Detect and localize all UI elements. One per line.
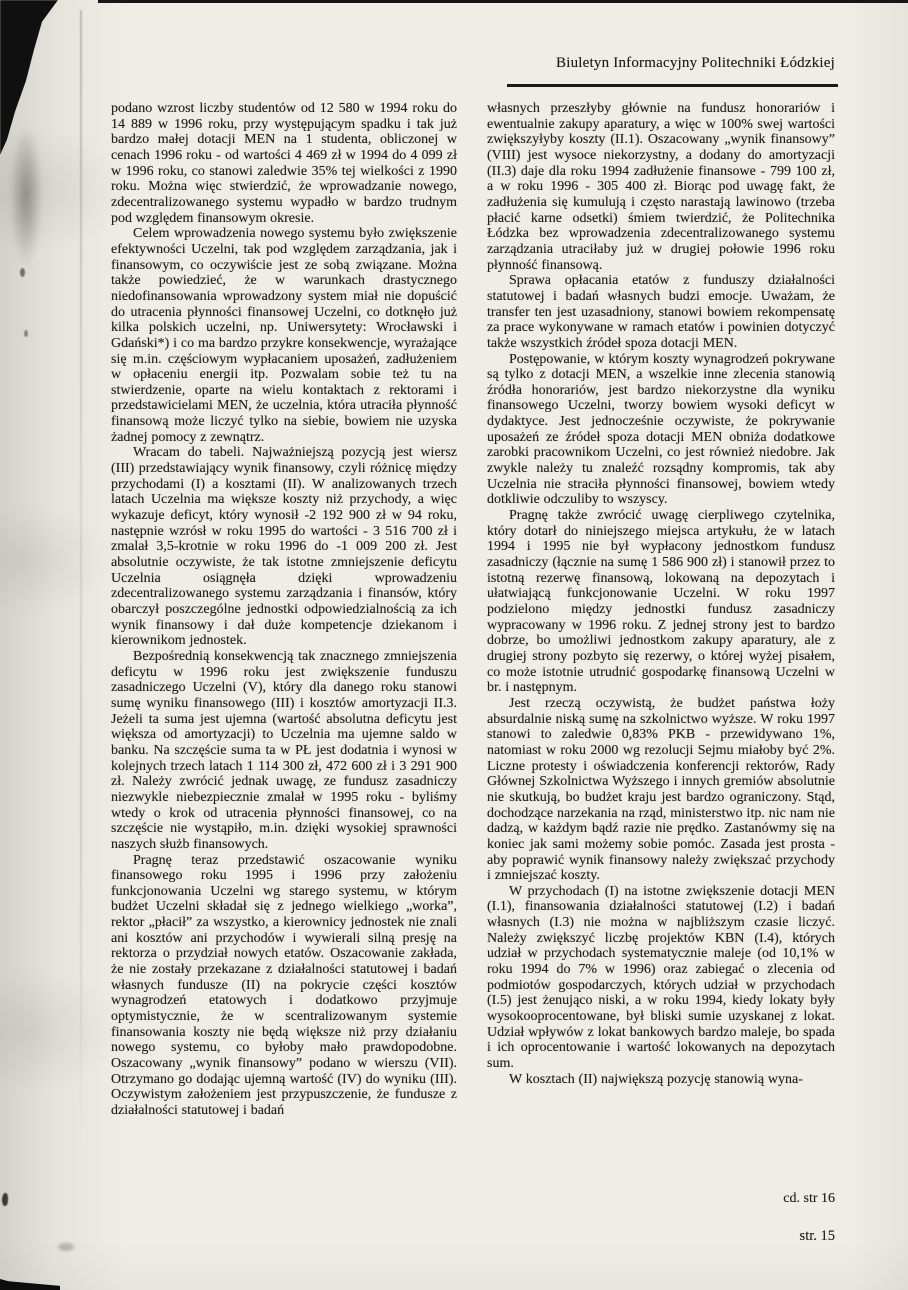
page-number: str. 15 — [799, 1228, 835, 1244]
left-column — [111, 101, 457, 1119]
scan-speck — [24, 330, 28, 337]
scan-speck — [2, 1193, 8, 1206]
continuation-note: cd. str 16 — [783, 1191, 835, 1206]
scan-top-edge-line — [98, 0, 908, 3]
header-rule — [507, 84, 838, 87]
scan-bottom-corner-mark — [0, 1279, 60, 1290]
paragraph: Wracam do tabeli. Najważniejszą pozycją jest wiersz (III) przedstawiający wynik finansowy, czyli różnicę między przychodami (I) a kosztami (II). W analizowanych trzech latach Uczelnia ma większe koszty niż przychody, a więc wykazuje deficyt, który wynosił -2 192 900 zł w 94 roku, następnie wzrósł w roku 1995 do wartości - 3 516 700 zł i zmalał 3,5-krotnie w roku 1996 do -1 009 200 zł. Jest absolutnie oczywiste, że tak istotne zmniejszenie deficytu Uczelnia osiągnęła dzięki wprowadzeniu zdecentralizowanego systemu zarządzania i finansów, który obarczył poszczególne jednostki odpowiedzialnością za ich wynik finansowy i dał duże kompetencje dziekanom i kierownikom jednostek. — [111, 445, 457, 649]
paragraph: W przychodach (I) na istotne zwiększenie dotacji MEN (I.1), finansowania działalności statutowej (I.2) i badań własnych (I.3) nie można w najbliższym czasie liczyć. Należy zwiększyć liczbę projektów KBN (I.4), których udział w przychodach systematycznie maleje (od 10,1% w roku 1994 do 7% w 1996) oraz zabiegać o zlecenia od podmiotów gospodarczych, których udział w przychodach (I.5) jest żenująco niski, a w roku 1994, kiedy lokaty były wysokooprocentowane, był bliski sumie uzyskanej z lokat. Udział wpływów z lokat bankowych bardzo maleje, bo spada i ich oprocentowanie i wartość lokowanych na depozytach sum. — [487, 883, 835, 1072]
paragraph: W kosztach (II) największą pozycję stanowią wyna- — [509, 1071, 803, 1087]
paragraph: Pragnę teraz przedstawić oszacowanie wyniku finansowego roku 1995 i 1996 przy założeniu funkcjonowania Uczelni wg starego systemu, w którym budżet Uczelni składał się z jednego wielkiego „worka”, rektor „płacił” za wszystko, a kierownicy jednostek nie znali ani kosztów ani przychodów i wywierali silną presję na rektorza o przydział nowych etatów. Oszacowanie zakłada, że nie zostały przekazane z działalności statutowej i badań własnych fundusze (II) na pokrycie części kosztów wynagrodzeń etatowych i dodatkowo przyjmuje optymistycznie, że w scentralizowanym systemie finansowania koszty nie będą większe niż przy działaniu nowego systemu, co byłoby mało prawdopodobne. Oszacowany „wynik finansowy” podano w wierszu (VII). Otrzymano go dodając ujemną wartość (IV) do wyniku (III). Oczywistym założeniem jest przypuszczenie, że fundusze z działalności statutowej i badań — [111, 852, 457, 1118]
paragraph: Pragnę także zwrócić uwagę cierpliwego czytelnika, który dotarł do niniejszego miejsca artykułu, że w latach 1994 i 1995 nie był wypłacony jednostkom fundusz zasadniczy (łącznie na sumę 1 586 900 zł) i stanowił przez to istotną rezerwę finansową, lokowaną na depozytach i ułatwiającą funkcjonowanie Uczelni. W roku 1997 podzielono między jednostki fundusz zasadniczy wypracowany w 1996 roku. Z jednej strony jest to bardzo dobrze, bo umożliwi jednostkom zakupy aparatury, ale z drugiej strony pozbyto się rezerwy, o której wyżej pisałem, co może istotnie utrudnić gospodarkę finansową Uczelni w br. i następnym. — [487, 508, 835, 696]
bulletin-title: Biuletyn Informacyjny Politechniki Łódzkiej — [556, 55, 835, 71]
paragraph: Sprawa opłacania etatów z funduszy działalności statutowej i badań własnych budzi emocje. Uważam, że transfer ten jest uzasadniony, stanowi bowiem rekompensatę za prace wykonywane w ramach etatów i powinien dotyczyć także wszystkich źródeł spoza dotacji MEN. — [487, 273, 835, 351]
scan-speck — [58, 1243, 74, 1251]
paper-crease — [80, 10, 82, 1150]
paragraph: Celem wprowadzenia nowego systemu było zwiększenie efektywności Uczelni, tak pod względem zarządzania, jak i finansowym, co oczywiście jest ze sobą związane. Można także powiedzieć, że w warunkach drastycznego niedofinansowania wprowadzony system miał nie dopuścić do utracenia płynności finansowej Uczelni, co dotknęło już kilka polskich uczelni, np. Uniwersytety: Wrocławski i Gdański*) i co ma bardzo przykre konsekwencje, wyrażające się m.in. częściowym wypłacaniem uposażeń, zadłużeniem w opłaceniu energii itp. Pozwalam sobie też tu na stwierdzenie, oparte na wielu kontaktach z rektorami i przedstawicielami MEN, że uczelnia, która utraciła płynność finansową może liczyć tylko na siebie, bowiem nie uzyska żadnej pomocy z zewnątrz. — [111, 226, 457, 445]
paragraph: Jest rzeczą oczywistą, że budżet państwa łoży absurdalnie niską sumę na szkolnictwo wyższe. W roku 1997 stanowi to zaledwie 0,83% PKB - przewidywano 1%, natomiast w roku 2000 wg rezolucji Sejmu miałoby być 2%. Liczne protesty i oświadczenia konferencji rektorów, Rady Głównej Szkolnictwa Wyższego i innych gremiów absolutnie nie skutkują, bo budżet kraju jest bardzo ograniczony. Stąd, dochodzące narzekania na rząd, ministerstwo itp. nic nam nie dadzą, w każdym bądź razie nie prędko. Zastanówmy się na koniec jak sami możemy sobie pomóc. Zasada jest prosta - aby poprawić wynik finansowy należy zwiększać przychody i zmniejszać koszty. — [487, 695, 835, 884]
right-column — [487, 101, 835, 1087]
scan-corner-smudge — [4, 120, 48, 310]
paragraph: podano wzrost liczby studentów od 12 580 w 1994 roku do 14 889 w 1996 roku, przy występującym spadku i tak już bardzo małej dotacji MEN na 1 studenta, obliczonej w cenach 1996 roku - od wartości 4 469 zł w 1994 do 4 099 zł w 1996 roku, co stanowi zaledwie 35% tej wielkości z 1990 roku. Można więc stwierdzić, że wprowadzanie nowego, zdecentralizowanego systemu wypadło w bardzo trudnym pod względem finansowym okresie. — [111, 101, 457, 226]
paragraph: Bezpośrednią konsekwencją tak znacznego zmniejszenia deficytu w 1996 roku jest zwiększenie funduszu zasadniczego Uczelni (V), który dla danego roku stanowi sumę wyniku finansowego (III) i kosztów amortyzacji II.3. Jeżeli ta suma jest ujemna (wartość absolutna deficytu jest większa od amortyzacji) to Uczelnia ma ujemne saldo w banku. Na szczęście suma ta w PŁ jest dodatnia i wynosi w kolejnych trzech latach 1 114 300 zł, 472 600 zł i 3 291 900 zł. Należy zwrócić jednak uwagę, ze fundusz zasadniczy niezwykle niebezpiecznie zmalał w 1995 roku - byliśmy wtedy o krok od utracenia płynności finansowej, co na szczęście nie wystąpiło, m.in. dzięki wysokiej sprawności naszych służb finansowych. — [111, 648, 457, 852]
paragraph: własnych przeszłyby głównie na fundusz honorariów i ewentualnie zakupy aparatury, a więc w 100% swej wartości zwiększyłyby koszty (II.1). Oszacowany „wynik finansowy” (VIII) jest wysoce niekorzystny, a dodany do amortyzacji (II.3) daje dla roku 1994 zadłużenie finansowe - 799 100 zł, a w roku 1996 - 305 400 zł. Biorąc pod uwagę fakt, że zadłużenia się kumulują i często narastają lawinowo (trzeba płacić karne odsetki) śmiem twierdzić, że Politechnika Łódzka bez wprowadzenia zdecentralizowanego systemu zarządzania utraciłaby już w drugiej połowie 1996 roku płynność finansową. — [487, 101, 835, 273]
scan-speck — [20, 268, 25, 277]
paragraph: Postępowanie, w którym koszty wynagrodzeń pokrywane są tylko z dotacji MEN, a wszelkie inne zlecenia stanowią źródła honorariów, jest bardzo niekorzystne dla wyniku finansowego Uczelni, tworzy bowiem wysoki deficyt w dydaktyce. Jest jednocześnie oczywiste, że pokrywanie uposażeń ze źródeł spoza dotacji MEN obniża dodatkowe zarobki pracownikom Uczelni, co jest również niedobre. Jak zwykle należy tu znaleźć rozsądny kompromis, tak aby Uczelnia nie straciła płynności finansowej, bowiem wtedy dotkliwie odczuliby to wszyscy. — [487, 351, 835, 508]
